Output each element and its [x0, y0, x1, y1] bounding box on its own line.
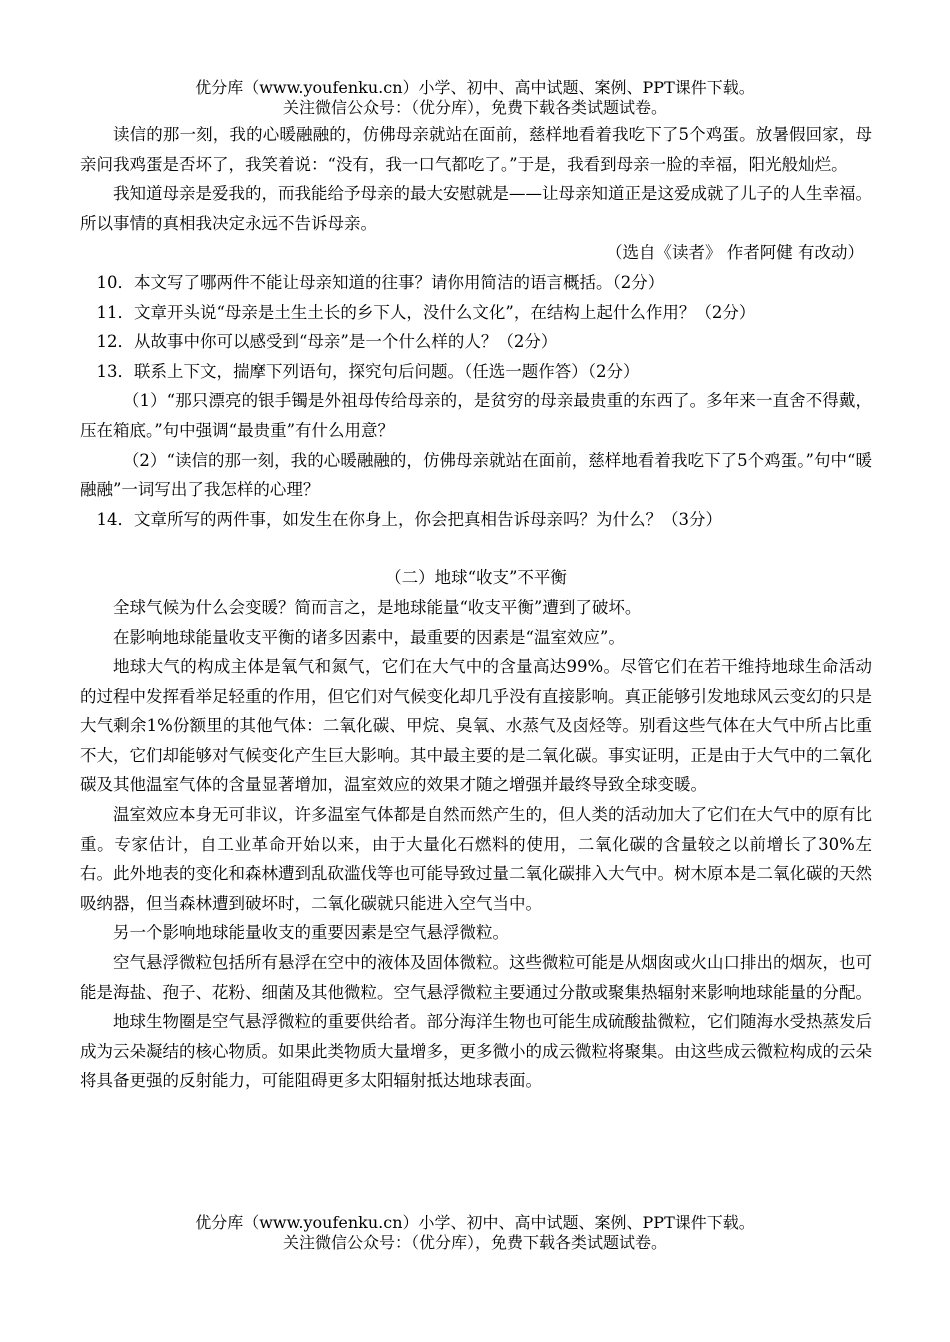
story-source: （选自《读者》 作者阿健 有改动）	[606, 243, 864, 263]
article-paragraph-1: 全球气候为什么会变暖？简而言之，是地球能量“收支平衡”遭到了破坏。	[113, 597, 642, 617]
article-paragraph-4: 温室效应本身无可非议，许多温室气体都是自然而然产生的，但人类的活动加大了它们在大气中的原有比重。专家估计，自工业革命开始以来，由于大量化石燃料的使用，二氧化碳的含量较之以前增长了30%左右。此外地表的变化和森林遭到乱砍滥伐等也可能导致过量二氧化碳排入大气中。树木原本是二氧化碳的天然吸纳器，但当森林遭到破坏时，二氧化碳就只能进入空气当中。	[80, 805, 872, 913]
footer-line-2: 关注微信公众号：（优分库），免费下载各类试题试卷。	[282, 1233, 667, 1252]
question-13: 13．联系上下文，揣摩下列语句，探究句后问题。（任选一题作答）（2分）	[96, 361, 640, 381]
question-12: 12．从故事中你可以感受到“母亲”是一个什么样的人？（2分）	[96, 332, 558, 352]
article-paragraph-2: 在影响地球能量收支平衡的诸多因素中，最重要的因素是“温室效应”。	[113, 627, 625, 647]
header-line-1: 优分库（www.youfenku.cn）小学、初中、高中试题、案例、PPT课件下载。	[195, 78, 755, 97]
document-body	[80, 120, 872, 1096]
story-paragraph-2: 我知道母亲是爱我的，而我能给予母亲的最大安慰就是——让母亲知道正是这爱成就了儿子的人生幸福。所以事情的真相我决定永远不告诉母亲。	[80, 184, 872, 233]
article-title: （二）地球“收支”不平衡	[385, 568, 567, 588]
question-11: 11．文章开头说“母亲是土生土长的乡下人，没什么文化”，在结构上起什么作用？（2分）	[96, 302, 756, 322]
article-paragraph-3: 地球大气的构成主体是氧气和氮气，它们在大气中的含量高达99%。尽管它们在若干维持地球生命活动的过程中发挥看举足轻重的作用，但它们对气候变化却几乎没有直接影响。真正能够引发地球风云变幻的只是大气剩余1%份额里的其他气体：二氧化碳、甲烷、臭氧、水蒸气及卤烃等。别看这些气体在大气中所占比重不大，它们却能够对气候变化产生巨大影响。其中最主要的是二氧化碳。事实证明，正是由于大气中的二氧化碳及其他温室气体的含量显著增加，温室效应的效果才随之增强并最终导致全球变暖。	[80, 657, 872, 795]
article-paragraph-6: 空气悬浮微粒包括所有悬浮在空中的液体及固体微粒。这些微粒可能是从烟囱或火山口排出的烟灰，也可能是海盐、孢子、花粉、细菌及其他微粒。空气悬浮微粒主要通过分散或聚集热辐射来影响地球能量的分配。	[80, 953, 872, 1002]
question-14: 14．文章所写的两件事，如发生在你身上，你会把真相告诉母亲吗？为什么？（3分）	[96, 509, 722, 529]
question-10: 10．本文写了哪两件不能让母亲知道的往事？请你用简洁的语言概括。（2分）	[96, 272, 665, 292]
article-paragraph-7: 地球生物圈是空气悬浮微粒的重要供给者。部分海洋生物也可能生成硫酸盐微粒，它们随海水受热蒸发后成为云朵凝结的核心物质。如果此类物质大量增多，更多微小的成云微粒将聚集。由这些成云微粒构成的云朵将具备更强的反射能力，可能阻碍更多太阳辐射抵达地球表面。	[80, 1012, 872, 1091]
header-line-2: 关注微信公众号：（优分库），免费下载各类试题试卷。	[282, 98, 667, 117]
question-13-option-1: （1）“那只漂亮的银手镯是外祖母传给母亲的，是贫穷的母亲最贵重的东西了。多年来一直舍不得戴，压在箱底。”句中强调“最贵重”有什么用意？	[80, 391, 872, 440]
question-13-option-2: （2）“读信的那一刻，我的心暖融融的，仿佛母亲就站在面前，慈样地看着我吃下了5个鸡蛋。”句中“暖融融”一词写出了我怎样的心理？	[80, 450, 872, 500]
article-paragraph-5: 另一个影响地球能量收支的重要因素是空气悬浮微粒。	[113, 923, 509, 943]
footer-line-1: 优分库（www.youfenku.cn）小学、初中、高中试题、案例、PPT课件下载。	[195, 1213, 755, 1232]
story-paragraph-1: 读信的那一刻，我的心暖融融的，仿佛母亲就站在面前，慈样地看着我吃下了5个鸡蛋。放暑假回家，母亲问我鸡蛋是否坏了，我笑着说：“没有，我一口气都吃了。”于是，我看到母亲一脸的幸福，阳光般灿烂。	[80, 125, 872, 174]
